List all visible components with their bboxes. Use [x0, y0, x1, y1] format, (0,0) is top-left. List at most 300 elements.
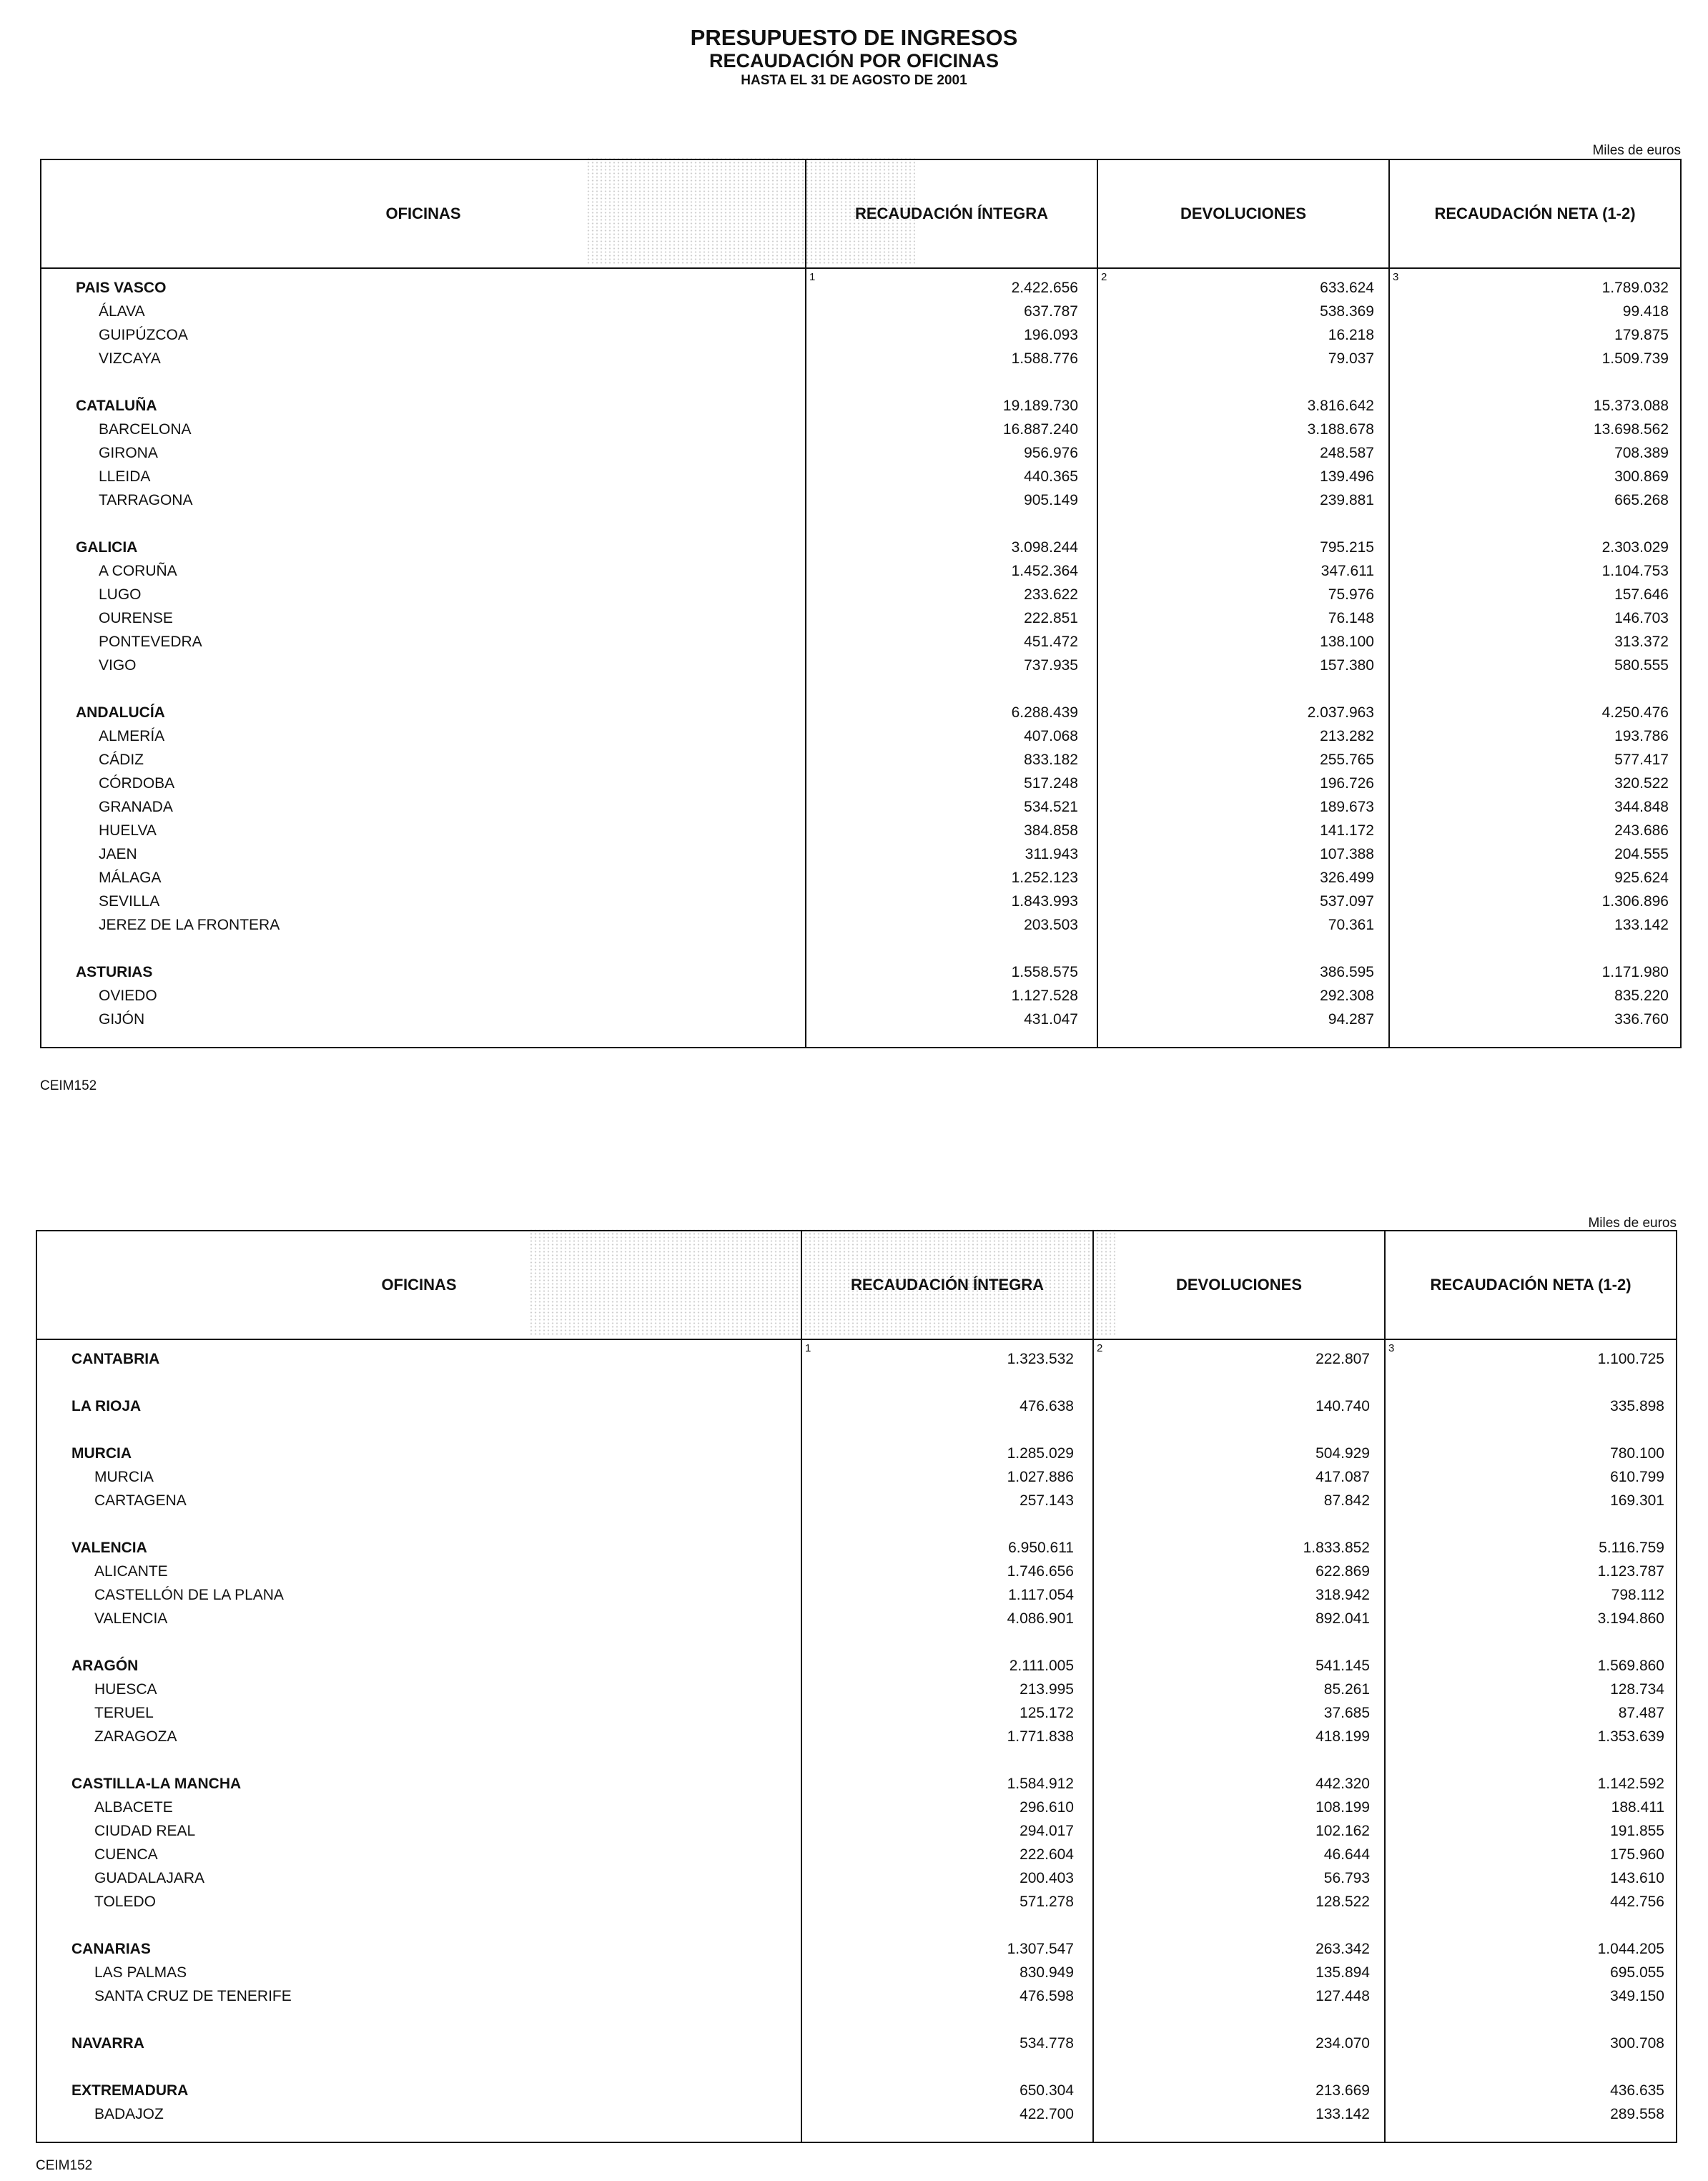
- spacer-cell: [1097, 677, 1389, 701]
- recaudacion-integra-value: 1.746.656: [801, 1560, 1093, 1583]
- region-row: [36, 1772, 1677, 1796]
- office-row: [41, 654, 1681, 677]
- spacer-row: [41, 677, 1681, 701]
- devoluciones-value: 541.145: [1093, 1654, 1385, 1678]
- office-row: [41, 465, 1681, 488]
- recaudacion-neta-value: 13.698.562: [1389, 418, 1681, 441]
- office-name: A CORUÑA: [41, 559, 806, 583]
- recaudacion-neta-value: 143.610: [1385, 1866, 1677, 1890]
- spacer-cell: [1097, 512, 1389, 536]
- region-row: [36, 1394, 1677, 1418]
- recaudacion-neta-value: 1.100.725 3: [1385, 1339, 1677, 1371]
- office-name: VALENCIA: [36, 1536, 801, 1560]
- spacer-cell: [1385, 1512, 1677, 1536]
- spacer-row: [36, 1748, 1677, 1772]
- recaudacion-integra-value: 222.851: [806, 606, 1097, 630]
- office-name: SANTA CRUZ DE TENERIFE: [36, 1984, 801, 2008]
- office-name: ALICANTE: [36, 1560, 801, 1583]
- office-name: CASTILLA-LA MANCHA: [36, 1772, 801, 1796]
- office-name: GIJÓN: [41, 1008, 806, 1048]
- revenue-table-2: [36, 1230, 1677, 2143]
- recaudacion-integra-value: 1.323.532 1: [801, 1339, 1093, 1371]
- recaudacion-integra-value: 737.935: [806, 654, 1097, 677]
- devoluciones-value: 108.199: [1093, 1796, 1385, 1819]
- table-body-2: [36, 1339, 1677, 2142]
- office-name: GIRONA: [41, 441, 806, 465]
- column-number: 2: [1101, 271, 1107, 283]
- recaudacion-integra-value: 956.976: [806, 441, 1097, 465]
- recaudacion-integra-value: 1.588.776: [806, 347, 1097, 370]
- office-row: [36, 1866, 1677, 1890]
- spacer-cell: [1385, 1914, 1677, 1937]
- spacer-cell: [801, 1748, 1093, 1772]
- office-name: JAEN: [41, 842, 806, 866]
- column-number: 3: [1393, 271, 1399, 283]
- office-name: LAS PALMAS: [36, 1961, 801, 1984]
- office-name: TERUEL: [36, 1701, 801, 1725]
- spacer-cell: [41, 512, 806, 536]
- recaudacion-neta-value: 780.100: [1385, 1442, 1677, 1465]
- spacer-cell: [1385, 2008, 1677, 2032]
- office-name: OURENSE: [41, 606, 806, 630]
- spacer-row: [41, 937, 1681, 960]
- spacer-cell: [36, 1748, 801, 1772]
- office-name: PAIS VASCO: [41, 268, 806, 300]
- recaudacion-integra-value: 476.638: [801, 1394, 1093, 1418]
- recaudacion-integra-value: 3.098.244: [806, 536, 1097, 559]
- spacer-cell: [1385, 1630, 1677, 1654]
- spacer-cell: [1093, 1512, 1385, 1536]
- report-header: [0, 26, 1708, 90]
- recaudacion-neta-value: 2.303.029: [1389, 536, 1681, 559]
- recaudacion-neta-value: 320.522: [1389, 772, 1681, 795]
- devoluciones-value: 504.929: [1093, 1442, 1385, 1465]
- office-row: [36, 1961, 1677, 1984]
- devoluciones-value: 537.097: [1097, 890, 1389, 913]
- devoluciones-value: 157.380: [1097, 654, 1389, 677]
- header-recaudacion-integra: RECAUDACIÓN ÍNTEGRA: [801, 1231, 1093, 1339]
- office-row: [41, 724, 1681, 748]
- recaudacion-integra-value: 1.843.993: [806, 890, 1097, 913]
- spacer-cell: [801, 1914, 1093, 1937]
- devoluciones-value: 196.726: [1097, 772, 1389, 795]
- devoluciones-value: 70.361: [1097, 913, 1389, 937]
- devoluciones-value: 133.142: [1093, 2102, 1385, 2142]
- recaudacion-integra-value: 1.117.054: [801, 1583, 1093, 1607]
- recaudacion-neta-value: 436.635: [1385, 2079, 1677, 2102]
- header-devoluciones: DEVOLUCIONES: [1097, 159, 1389, 268]
- devoluciones-value: 75.976: [1097, 583, 1389, 606]
- recaudacion-neta-value: 300.708: [1385, 2032, 1677, 2055]
- devoluciones-value: 138.100: [1097, 630, 1389, 654]
- office-name: ARAGÓN: [36, 1654, 801, 1678]
- recaudacion-integra-value: 534.778: [801, 2032, 1093, 2055]
- spacer-cell: [801, 2055, 1093, 2079]
- column-number: 2: [1097, 1342, 1103, 1354]
- spacer-cell: [1093, 1371, 1385, 1394]
- recaudacion-integra-value: 1.307.547: [801, 1937, 1093, 1961]
- office-name: CANARIAS: [36, 1937, 801, 1961]
- recaudacion-integra-value: 1.285.029: [801, 1442, 1093, 1465]
- office-row: [36, 1583, 1677, 1607]
- office-name: BARCELONA: [41, 418, 806, 441]
- recaudacion-neta-value: 925.624: [1389, 866, 1681, 890]
- office-name: MÁLAGA: [41, 866, 806, 890]
- office-row: [41, 606, 1681, 630]
- office-row: [41, 866, 1681, 890]
- column-number: 1: [809, 271, 816, 283]
- recaudacion-integra-value: 1.127.528: [806, 984, 1097, 1008]
- spacer-row: [36, 1371, 1677, 1394]
- recaudacion-neta-value: 15.373.088: [1389, 394, 1681, 418]
- devoluciones-value: 318.942: [1093, 1583, 1385, 1607]
- table-header-row: [41, 159, 1681, 268]
- recaudacion-integra-value: 4.086.901: [801, 1607, 1093, 1630]
- recaudacion-neta-value: 191.855: [1385, 1819, 1677, 1843]
- spacer-cell: [1389, 677, 1681, 701]
- office-name: LUGO: [41, 583, 806, 606]
- recaudacion-integra-value: 1.027.886: [801, 1465, 1093, 1489]
- report-title: PRESUPUESTO DE INGRESOS: [690, 25, 1018, 50]
- recaudacion-integra-value: 830.949: [801, 1961, 1093, 1984]
- recaudacion-neta-value: 1.142.592: [1385, 1772, 1677, 1796]
- office-name: BADAJOZ: [36, 2102, 801, 2142]
- devoluciones-value: 37.685: [1093, 1701, 1385, 1725]
- footer-code-2: CEIM152: [36, 2158, 93, 2173]
- devoluciones-value: 94.287: [1097, 1008, 1389, 1048]
- office-name: VIGO: [41, 654, 806, 677]
- devoluciones-value: 892.041: [1093, 1607, 1385, 1630]
- recaudacion-neta-value: 179.875: [1389, 323, 1681, 347]
- office-row: [41, 1008, 1681, 1048]
- recaudacion-neta-value: 1.171.980: [1389, 960, 1681, 984]
- region-row: [41, 960, 1681, 984]
- spacer-cell: [1097, 370, 1389, 394]
- devoluciones-value: 135.894: [1093, 1961, 1385, 1984]
- office-name: PONTEVEDRA: [41, 630, 806, 654]
- office-row: [36, 1607, 1677, 1630]
- office-name: JEREZ DE LA FRONTERA: [41, 913, 806, 937]
- devoluciones-value: 189.673: [1097, 795, 1389, 819]
- recaudacion-integra-value: 1.558.575: [806, 960, 1097, 984]
- recaudacion-neta-value: 1.044.205: [1385, 1937, 1677, 1961]
- recaudacion-neta-value: 289.558: [1385, 2102, 1677, 2142]
- office-row: [36, 1725, 1677, 1748]
- recaudacion-neta-value: 128.734: [1385, 1678, 1677, 1701]
- header-recaudacion-neta: RECAUDACIÓN NETA (1-2): [1385, 1231, 1677, 1339]
- office-name: HUELVA: [41, 819, 806, 842]
- devoluciones-value: 128.522: [1093, 1890, 1385, 1914]
- devoluciones-value: 418.199: [1093, 1725, 1385, 1748]
- office-row: [36, 1984, 1677, 2008]
- units-label-1: Miles de euros: [1592, 143, 1681, 158]
- devoluciones-value: 239.881: [1097, 488, 1389, 512]
- spacer-cell: [801, 2008, 1093, 2032]
- recaudacion-integra-value: 571.278: [801, 1890, 1093, 1914]
- devoluciones-value: 2.037.963: [1097, 701, 1389, 724]
- spacer-row: [41, 512, 1681, 536]
- report-date: HASTA EL 31 DE AGOSTO DE 2001: [741, 73, 967, 88]
- recaudacion-neta-value: 188.411: [1385, 1796, 1677, 1819]
- region-row: [41, 701, 1681, 724]
- office-row: [36, 1489, 1677, 1512]
- office-name: NAVARRA: [36, 2032, 801, 2055]
- region-row: [36, 1339, 1677, 1371]
- devoluciones-value: 139.496: [1097, 465, 1389, 488]
- recaudacion-neta-value: 5.116.759: [1385, 1536, 1677, 1560]
- office-row: [41, 300, 1681, 323]
- devoluciones-value: 386.595: [1097, 960, 1389, 984]
- recaudacion-integra-value: 257.143: [801, 1489, 1093, 1512]
- region-row: [36, 1442, 1677, 1465]
- devoluciones-value: 16.218: [1097, 323, 1389, 347]
- spacer-cell: [806, 370, 1097, 394]
- recaudacion-integra-value: 517.248: [806, 772, 1097, 795]
- spacer-cell: [41, 937, 806, 960]
- recaudacion-integra-value: 440.365: [806, 465, 1097, 488]
- recaudacion-integra-value: 650.304: [801, 2079, 1093, 2102]
- recaudacion-neta-value: 1.789.032 3: [1389, 268, 1681, 300]
- office-row: [41, 323, 1681, 347]
- spacer-cell: [36, 1371, 801, 1394]
- office-row: [41, 748, 1681, 772]
- region-row: [36, 2032, 1677, 2055]
- office-row: [41, 890, 1681, 913]
- office-row: [41, 559, 1681, 583]
- table-header-row: [36, 1231, 1677, 1339]
- region-row: [41, 394, 1681, 418]
- column-number: 3: [1388, 1342, 1395, 1354]
- devoluciones-value: 127.448: [1093, 1984, 1385, 2008]
- devoluciones-value: 538.369: [1097, 300, 1389, 323]
- office-name: VIZCAYA: [41, 347, 806, 370]
- spacer-cell: [1093, 1418, 1385, 1442]
- office-name: EXTREMADURA: [36, 2079, 801, 2102]
- office-row: [36, 1890, 1677, 1914]
- recaudacion-integra-value: 407.068: [806, 724, 1097, 748]
- recaudacion-neta-value: 169.301: [1385, 1489, 1677, 1512]
- office-row: [36, 1819, 1677, 1843]
- office-row: [36, 1796, 1677, 1819]
- spacer-cell: [1385, 1748, 1677, 1772]
- region-row: [36, 2079, 1677, 2102]
- recaudacion-integra-value: 203.503: [806, 913, 1097, 937]
- office-name: OVIEDO: [41, 984, 806, 1008]
- recaudacion-integra-value: 19.189.730: [806, 394, 1097, 418]
- spacer-cell: [1093, 1630, 1385, 1654]
- spacer-cell: [1093, 2008, 1385, 2032]
- office-row: [41, 984, 1681, 1008]
- recaudacion-neta-value: 335.898: [1385, 1394, 1677, 1418]
- recaudacion-integra-value: 637.787: [806, 300, 1097, 323]
- office-name: MURCIA: [36, 1465, 801, 1489]
- units-label-2: Miles de euros: [1588, 1216, 1677, 1231]
- devoluciones-value: 76.148: [1097, 606, 1389, 630]
- recaudacion-integra-value: 222.604: [801, 1843, 1093, 1866]
- recaudacion-integra-value: 6.288.439: [806, 701, 1097, 724]
- office-row: [41, 441, 1681, 465]
- office-name: ZARAGOZA: [36, 1725, 801, 1748]
- spacer-cell: [1389, 512, 1681, 536]
- spacer-cell: [36, 1630, 801, 1654]
- office-row: [41, 842, 1681, 866]
- office-name: MURCIA: [36, 1442, 801, 1465]
- devoluciones-value: 102.162: [1093, 1819, 1385, 1843]
- recaudacion-integra-value: 200.403: [801, 1866, 1093, 1890]
- spacer-row: [36, 2055, 1677, 2079]
- office-row: [36, 1843, 1677, 1866]
- office-name: SEVILLA: [41, 890, 806, 913]
- office-row: [41, 795, 1681, 819]
- recaudacion-integra-value: 296.610: [801, 1796, 1093, 1819]
- spacer-cell: [806, 677, 1097, 701]
- office-name: GALICIA: [41, 536, 806, 559]
- revenue-table-1: [40, 159, 1682, 1048]
- spacer-row: [36, 1512, 1677, 1536]
- recaudacion-neta-value: 1.509.739: [1389, 347, 1681, 370]
- region-row: [41, 268, 1681, 300]
- recaudacion-integra-value: 196.093: [806, 323, 1097, 347]
- recaudacion-neta-value: 157.646: [1389, 583, 1681, 606]
- devoluciones-value: 213.282: [1097, 724, 1389, 748]
- devoluciones-value: 292.308: [1097, 984, 1389, 1008]
- recaudacion-neta-value: 133.142: [1389, 913, 1681, 937]
- recaudacion-neta-value: 1.104.753: [1389, 559, 1681, 583]
- recaudacion-integra-value: 6.950.611: [801, 1536, 1093, 1560]
- office-name: CIUDAD REAL: [36, 1819, 801, 1843]
- recaudacion-integra-value: 294.017: [801, 1819, 1093, 1843]
- recaudacion-integra-value: 2.111.005: [801, 1654, 1093, 1678]
- recaudacion-integra-value: 213.995: [801, 1678, 1093, 1701]
- spacer-cell: [1093, 1748, 1385, 1772]
- devoluciones-value: 79.037: [1097, 347, 1389, 370]
- devoluciones-value: 213.669: [1093, 2079, 1385, 2102]
- recaudacion-neta-value: 344.848: [1389, 795, 1681, 819]
- spacer-cell: [1389, 937, 1681, 960]
- header-recaudacion-neta: RECAUDACIÓN NETA (1-2): [1389, 159, 1681, 268]
- office-row: [36, 2102, 1677, 2142]
- spacer-row: [36, 1418, 1677, 1442]
- office-name: GUADALAJARA: [36, 1866, 801, 1890]
- devoluciones-value: 3.816.642: [1097, 394, 1389, 418]
- spacer-cell: [1385, 2055, 1677, 2079]
- office-name: ALBACETE: [36, 1796, 801, 1819]
- devoluciones-value: 633.624 2: [1097, 268, 1389, 300]
- office-name: GRANADA: [41, 795, 806, 819]
- office-row: [41, 418, 1681, 441]
- office-row: [36, 1560, 1677, 1583]
- recaudacion-neta-value: 610.799: [1385, 1465, 1677, 1489]
- recaudacion-integra-value: 451.472: [806, 630, 1097, 654]
- recaudacion-neta-value: 99.418: [1389, 300, 1681, 323]
- recaudacion-integra-value: 1.771.838: [801, 1725, 1093, 1748]
- recaudacion-integra-value: 422.700: [801, 2102, 1093, 2142]
- recaudacion-integra-value: 2.422.656 1: [806, 268, 1097, 300]
- recaudacion-neta-value: 1.353.639: [1385, 1725, 1677, 1748]
- column-number: 1: [805, 1342, 811, 1354]
- office-name: CARTAGENA: [36, 1489, 801, 1512]
- recaudacion-integra-value: 1.452.364: [806, 559, 1097, 583]
- spacer-cell: [36, 2055, 801, 2079]
- devoluciones-value: 56.793: [1093, 1866, 1385, 1890]
- recaudacion-neta-value: 336.760: [1389, 1008, 1681, 1048]
- recaudacion-integra-value: 1.252.123: [806, 866, 1097, 890]
- spacer-cell: [36, 1914, 801, 1937]
- recaudacion-neta-value: 3.194.860: [1385, 1607, 1677, 1630]
- office-row: [41, 347, 1681, 370]
- spacer-cell: [1385, 1371, 1677, 1394]
- devoluciones-value: 417.087: [1093, 1465, 1385, 1489]
- report-subtitle: RECAUDACIÓN POR OFICINAS: [709, 50, 999, 72]
- office-name: CÁDIZ: [41, 748, 806, 772]
- recaudacion-neta-value: 442.756: [1385, 1890, 1677, 1914]
- devoluciones-value: 326.499: [1097, 866, 1389, 890]
- spacer-row: [36, 2008, 1677, 2032]
- recaudacion-neta-value: 300.869: [1389, 465, 1681, 488]
- spacer-cell: [36, 1418, 801, 1442]
- recaudacion-integra-value: 905.149: [806, 488, 1097, 512]
- recaudacion-neta-value: 349.150: [1385, 1984, 1677, 2008]
- devoluciones-value: 248.587: [1097, 441, 1389, 465]
- office-name: GUIPÚZCOA: [41, 323, 806, 347]
- recaudacion-integra-value: 384.858: [806, 819, 1097, 842]
- recaudacion-neta-value: 87.487: [1385, 1701, 1677, 1725]
- spacer-cell: [801, 1630, 1093, 1654]
- spacer-row: [36, 1914, 1677, 1937]
- office-row: [41, 913, 1681, 937]
- office-name: CUENCA: [36, 1843, 801, 1866]
- office-name: VALENCIA: [36, 1607, 801, 1630]
- office-row: [36, 1701, 1677, 1725]
- office-name: CATALUÑA: [41, 394, 806, 418]
- header-oficinas: OFICINAS: [36, 1231, 801, 1339]
- devoluciones-value: 795.215: [1097, 536, 1389, 559]
- office-row: [41, 583, 1681, 606]
- office-row: [41, 819, 1681, 842]
- office-row: [41, 488, 1681, 512]
- recaudacion-neta-value: 313.372: [1389, 630, 1681, 654]
- footer-code-1: CEIM152: [40, 1078, 97, 1093]
- table-body-1: [41, 268, 1681, 1048]
- spacer-cell: [806, 512, 1097, 536]
- recaudacion-neta-value: 146.703: [1389, 606, 1681, 630]
- header-devoluciones: DEVOLUCIONES: [1093, 1231, 1385, 1339]
- office-name: TARRAGONA: [41, 488, 806, 512]
- recaudacion-neta-value: 1.306.896: [1389, 890, 1681, 913]
- recaudacion-neta-value: 798.112: [1385, 1583, 1677, 1607]
- spacer-cell: [1385, 1418, 1677, 1442]
- recaudacion-neta-value: 1.569.860: [1385, 1654, 1677, 1678]
- spacer-cell: [1097, 937, 1389, 960]
- devoluciones-value: 347.611: [1097, 559, 1389, 583]
- devoluciones-value: 107.388: [1097, 842, 1389, 866]
- spacer-cell: [36, 1512, 801, 1536]
- recaudacion-integra-value: 16.887.240: [806, 418, 1097, 441]
- recaudacion-neta-value: 193.786: [1389, 724, 1681, 748]
- region-row: [36, 1654, 1677, 1678]
- recaudacion-neta-value: 4.250.476: [1389, 701, 1681, 724]
- office-name: ANDALUCÍA: [41, 701, 806, 724]
- spacer-cell: [1093, 1914, 1385, 1937]
- recaudacion-integra-value: 1.584.912: [801, 1772, 1093, 1796]
- office-row: [36, 1678, 1677, 1701]
- devoluciones-value: 87.842: [1093, 1489, 1385, 1512]
- region-row: [36, 1937, 1677, 1961]
- spacer-cell: [801, 1371, 1093, 1394]
- office-name: HUESCA: [36, 1678, 801, 1701]
- devoluciones-value: 234.070: [1093, 2032, 1385, 2055]
- devoluciones-value: 255.765: [1097, 748, 1389, 772]
